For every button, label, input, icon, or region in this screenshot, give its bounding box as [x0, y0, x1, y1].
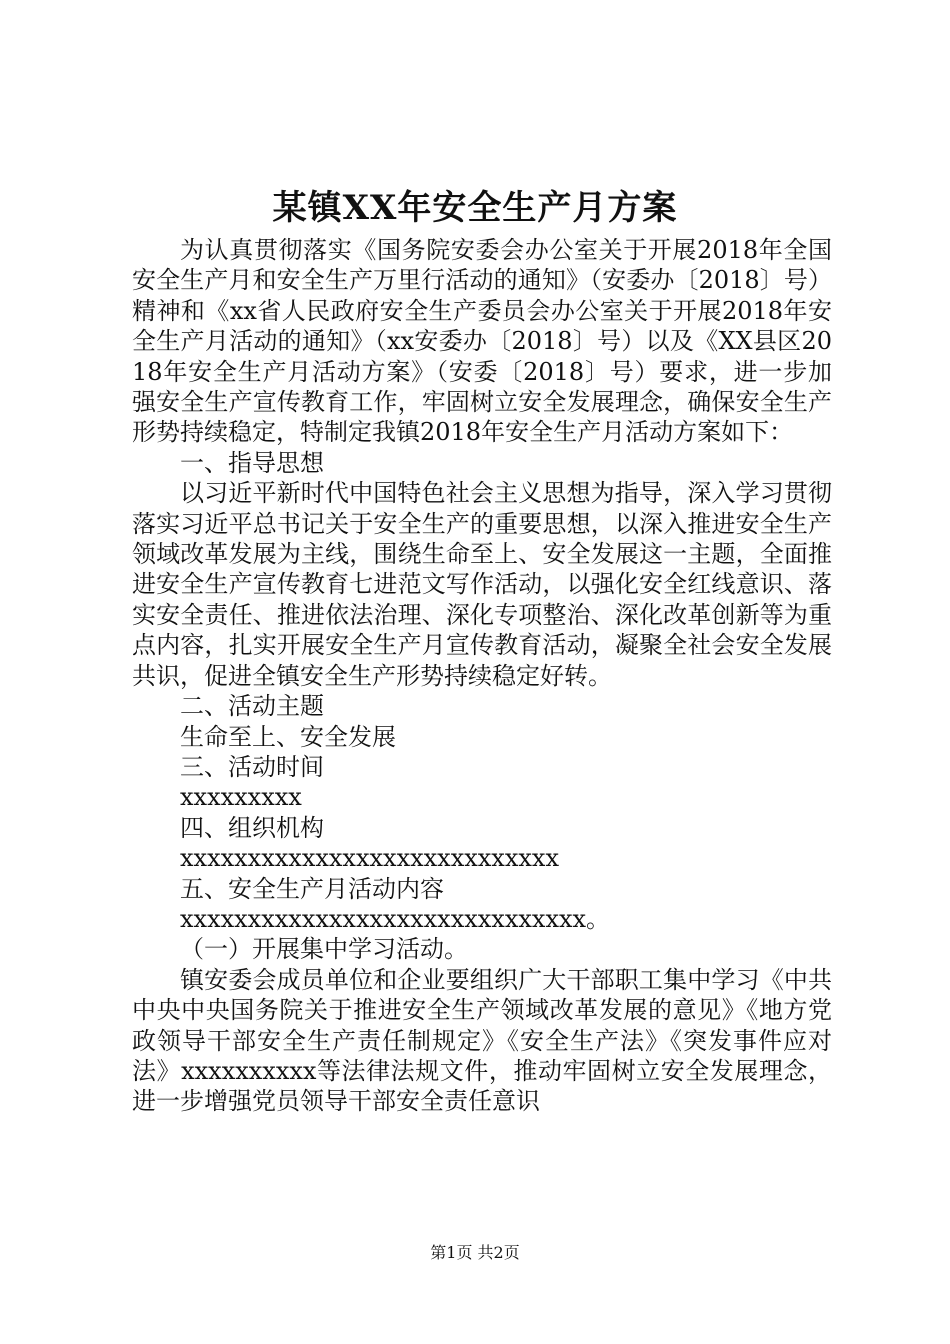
subsection-body-study: 镇安委会成员单位和企业要组织广大干部职工集中学习《中共中央中央国务院关于推进安全生产领域改革发展的意见》《地方党政领导干部安全生产责任制规定》《安全生产法》《突发事件应对法》xxxxxxxxxx等法律法规文件，推动牢固树立安全发展理念，进一步增强党员领导干部安全责任意识 [132, 965, 832, 1116]
page-footer: 第1页 共2页 [430, 1243, 520, 1262]
subsection-heading-study: （一）开展集中学习活动。 [180, 935, 468, 964]
intro-paragraph: 为认真贯彻落实《国务院安委会办公室关于开展2018年全国安全生产月和安全生产万里行活动的通知》（安委办〔2018〕号）精神和《xx省人民政府安全生产委员会办公室关于开展2018年安全生产月活动的通知》（xx安委办〔2018〕号）以及《XX县区2018年安全生产月活动方案》（安委〔2018〕号）要求，进一步加强安全生产宣传教育工作，牢固树立安全发展理念，确保安全生产形势持续稳定，特制定我镇2018年安全生产月活动方案如下： [132, 236, 832, 447]
section-body-activity-time: xxxxxxxxx [180, 783, 302, 812]
section-heading-activity-theme: 二、活动主题 [180, 692, 324, 721]
section-body-activity-content: xxxxxxxxxxxxxxxxxxxxxxxxxxxxxx。 [180, 904, 611, 933]
section-heading-activity-time: 三、活动时间 [180, 752, 324, 781]
section-heading-organization: 四、组织机构 [180, 813, 324, 842]
section-heading-guiding-ideology: 一、指导思想 [180, 448, 324, 477]
section-heading-activity-content: 五、安全生产月活动内容 [180, 874, 444, 903]
section-body-activity-theme: 生命至上、安全发展 [180, 722, 396, 751]
section-body-organization: xxxxxxxxxxxxxxxxxxxxxxxxxxxx [180, 844, 559, 873]
section-body-guiding-ideology: 以习近平新时代中国特色社会主义思想为指导，深入学习贯彻落实习近平总书记关于安全生产的重要思想，以深入推进安全生产领域改革发展为主线，围绕生命至上、安全发展这一主题，全面推进安全生产宣传教育七进范文写作活动，以强化安全红线意识、落实安全责任、推进依法治理、深化专项整治、深化改革创新等为重点内容，扎实开展安全生产月宣传教育活动，凝聚全社会安全发展共识，促进全镇安全生产形势持续稳定好转。 [132, 479, 832, 690]
document-title: 某镇XX年安全生产月方案 [272, 188, 678, 228]
document-body [132, 235, 832, 1117]
